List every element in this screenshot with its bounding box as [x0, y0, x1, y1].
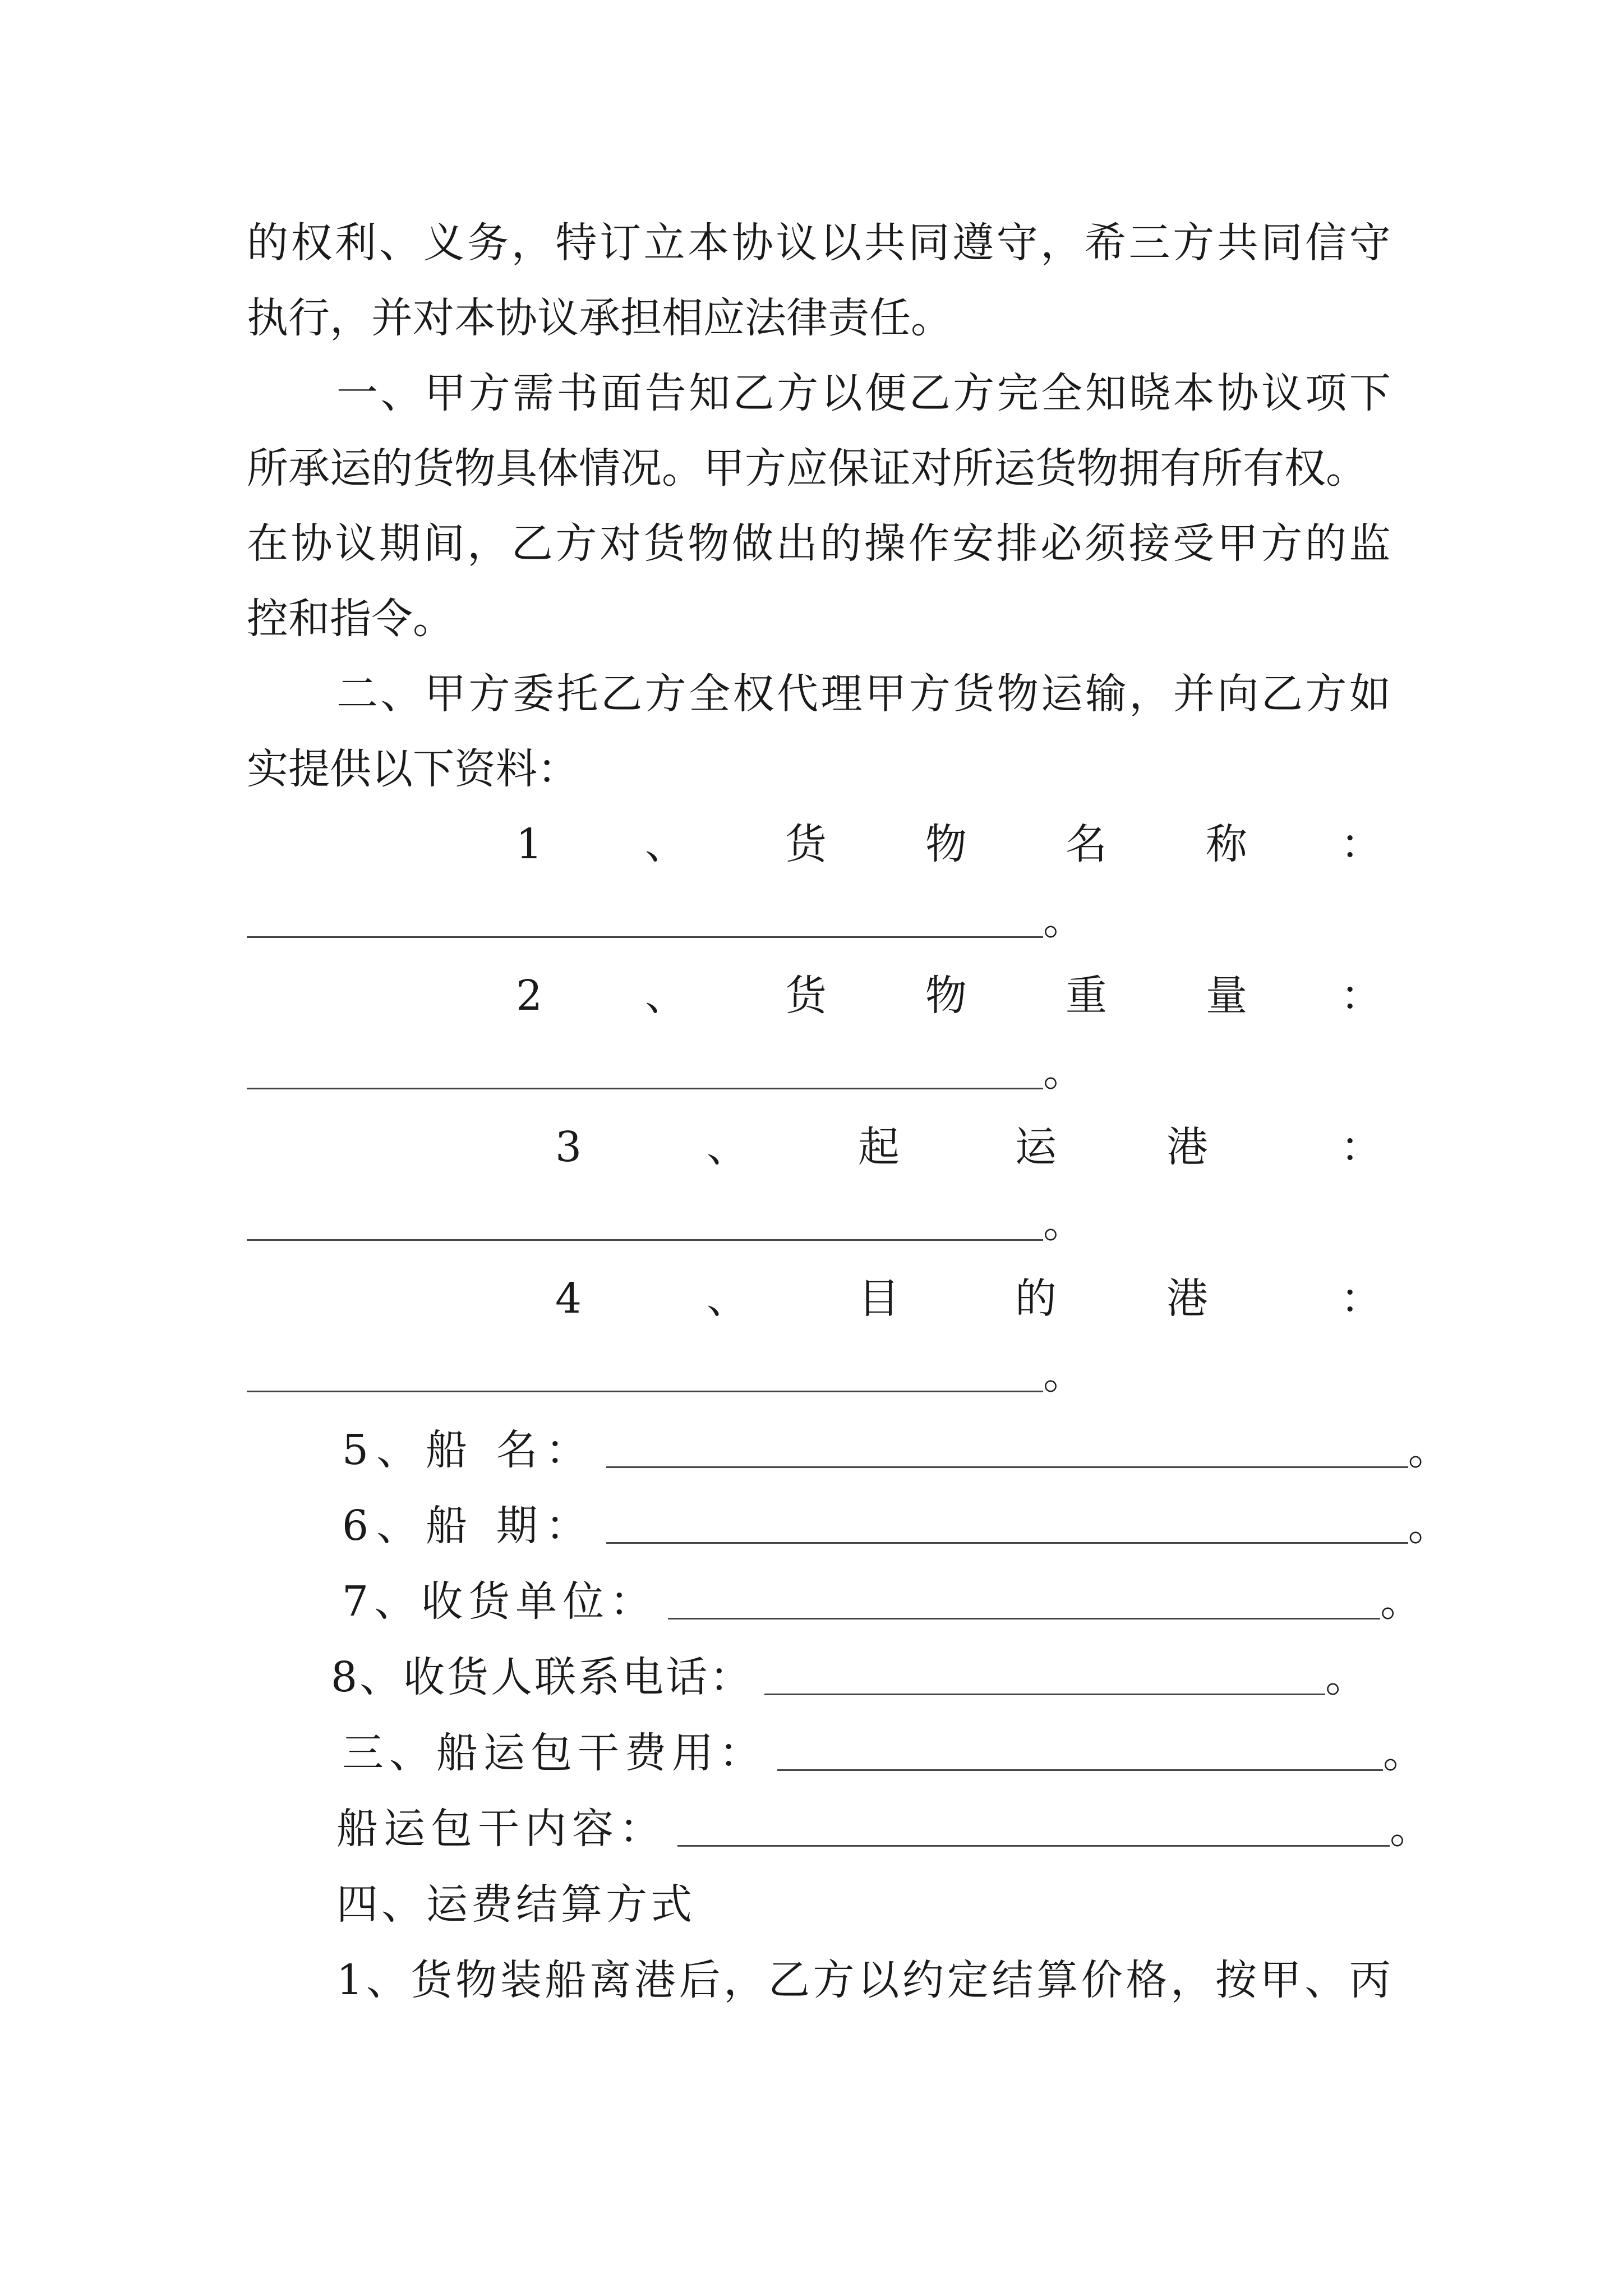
text-char: 1	[336, 1956, 363, 2004]
text-char: ，	[511, 219, 553, 267]
text-char: 方	[813, 1956, 855, 2004]
text-char: 的	[820, 519, 862, 568]
label-char: 货	[785, 820, 827, 868]
text-char: 以	[857, 1956, 900, 2004]
label-char: 1	[516, 820, 543, 868]
field-destination-port-label	[555, 1272, 1382, 1326]
text-char: 在	[247, 519, 288, 568]
label-char: 、	[645, 972, 686, 1020]
label-char: 4	[555, 1274, 582, 1323]
clause-1-line-2: 所承运的货物具体情况。甲方应保证对所运货物拥有所有权。	[247, 444, 1367, 493]
cargo-weight-blank[interactable]	[247, 1048, 1043, 1089]
text-char: ，	[467, 519, 509, 568]
consignee-blank[interactable]	[668, 1579, 1380, 1619]
text-char: 同	[1261, 219, 1303, 267]
text-char: 运	[1041, 670, 1083, 718]
clause-2-line-1	[336, 667, 1391, 721]
text-char: 乙	[909, 369, 951, 417]
field-destination-port-row	[247, 1347, 1085, 1401]
clause-1-line-4: 控和指令。	[247, 595, 454, 643]
text-char: 乙	[768, 1956, 810, 2004]
text-char: 物	[997, 670, 1039, 718]
para-rights-line-1	[247, 216, 1391, 270]
text-char: 权	[291, 219, 333, 267]
label-char: 量	[1206, 972, 1247, 1020]
text-char: 乙	[1261, 670, 1303, 718]
period: 。	[1043, 1350, 1085, 1398]
text-char: 晓	[1129, 369, 1171, 417]
text-char: 本	[688, 219, 730, 267]
text-char: 完	[997, 369, 1039, 417]
text-char: 项	[1305, 369, 1347, 417]
text-char: 的	[247, 219, 288, 267]
text-char: 装	[500, 1956, 542, 2004]
text-char: 离	[589, 1956, 631, 2004]
consignee-phone-label: 8、收货人联系电话：	[331, 1653, 754, 1701]
text-char: 物	[455, 1956, 497, 2004]
cargo-name-blank[interactable]	[247, 897, 1043, 938]
section-4-title: 四、运费结算方式	[336, 1880, 695, 1929]
ship-date-label: 6、船 期：	[342, 1502, 595, 1550]
text-char: 货	[953, 670, 995, 718]
label-char: 、	[707, 1274, 748, 1323]
text-char: 乙	[511, 519, 553, 568]
text-char: 操	[864, 519, 906, 568]
text-char: 以	[820, 369, 863, 417]
text-char: 港	[634, 1956, 676, 2004]
text-char: 期	[379, 519, 421, 568]
text-char: 按	[1215, 1956, 1257, 2004]
text-char: ，	[1129, 670, 1171, 718]
label-char: 的	[1015, 1274, 1057, 1323]
text-char: 价	[1081, 1956, 1123, 2004]
text-char: 方	[468, 670, 510, 718]
text-char: 托	[556, 670, 598, 718]
text-char: 对	[600, 519, 641, 568]
field-cargo-name-label	[516, 817, 1382, 871]
text-char: 下	[1349, 369, 1391, 417]
text-char: 二	[336, 670, 378, 718]
text-char: 方	[909, 670, 951, 718]
field-lump-content-row	[336, 1802, 1431, 1856]
text-char: 须	[1084, 519, 1126, 568]
text-char: 特	[555, 219, 597, 267]
label-char: ：	[1340, 1274, 1382, 1323]
lump-fee-label: 三、船运包干费用：	[342, 1729, 766, 1777]
text-char: 订	[600, 219, 641, 267]
text-char: 协	[731, 219, 773, 267]
destination-port-blank[interactable]	[247, 1351, 1043, 1392]
text-char: 方	[1173, 219, 1215, 267]
lump-fee-blank[interactable]	[777, 1730, 1383, 1771]
field-origin-port-row	[247, 1196, 1085, 1250]
text-char: 作	[908, 519, 950, 568]
text-char: 物	[688, 519, 730, 568]
period: 。	[1043, 1199, 1085, 1247]
text-char: 向	[1217, 670, 1259, 718]
period: 。	[1380, 1577, 1422, 1626]
text-char: 方	[1261, 519, 1303, 568]
text-char: 信	[1305, 219, 1347, 267]
text-char: 理	[820, 670, 863, 718]
text-char: 定	[947, 1956, 989, 2004]
label-char: 、	[645, 820, 686, 868]
text-char: 议	[776, 219, 818, 267]
period: 。	[1043, 1047, 1085, 1096]
label-char: ：	[1340, 820, 1382, 868]
label-char: 运	[1015, 1123, 1057, 1171]
text-char: 乙	[601, 670, 643, 718]
text-char: 立	[643, 219, 685, 267]
period: 。	[1043, 896, 1085, 944]
text-char: 以	[820, 219, 862, 267]
text-char: ，	[1170, 1956, 1212, 2004]
text-char: 货	[411, 1956, 453, 2004]
text-char: 甲	[865, 670, 907, 718]
field-origin-port-label	[555, 1120, 1382, 1174]
label-char: ：	[1340, 1123, 1382, 1171]
text-char: 义	[423, 219, 465, 267]
text-char: 甲	[425, 670, 467, 718]
label-char: 2	[516, 972, 543, 1020]
lump-content-blank[interactable]	[677, 1806, 1390, 1847]
text-char: 同	[908, 219, 950, 267]
text-char: 、	[366, 1956, 408, 2004]
text-char: 出	[776, 519, 818, 568]
period: 。	[1408, 1426, 1450, 1474]
field-cargo-weight-row	[247, 1045, 1085, 1098]
consignee-label: 7、收货单位：	[342, 1577, 657, 1626]
text-char: 协	[1217, 369, 1259, 417]
label-char: 、	[707, 1123, 748, 1171]
text-char: 方	[777, 369, 819, 417]
label-char: 起	[858, 1123, 900, 1171]
text-char: 告	[644, 369, 686, 417]
text-char: 输	[1085, 670, 1127, 718]
label-char: 物	[925, 972, 967, 1020]
text-char: 委	[513, 670, 555, 718]
text-char: 方	[953, 369, 995, 417]
text-char: 算	[1036, 1956, 1078, 2004]
label-char: 目	[858, 1274, 900, 1323]
text-char: 代	[777, 670, 819, 718]
field-lump-fee-row	[342, 1726, 1424, 1780]
text-char: 、	[1304, 1956, 1347, 2004]
text-char: 乙	[732, 369, 774, 417]
period: 。	[1325, 1653, 1367, 1701]
text-char: 甲	[1260, 1956, 1302, 2004]
label-char: 重	[1066, 972, 1107, 1020]
text-char: 安	[952, 519, 994, 568]
origin-port-blank[interactable]	[247, 1200, 1043, 1241]
text-char: ，	[1040, 219, 1082, 267]
text-char: 本	[1173, 369, 1215, 417]
text-char: 监	[1349, 519, 1391, 568]
text-char: 方	[555, 519, 597, 568]
label-char: 港	[1166, 1274, 1208, 1323]
text-char: 利	[335, 219, 377, 267]
text-char: 需	[513, 369, 555, 417]
text-char: 船	[545, 1956, 587, 2004]
text-char: 方	[644, 670, 686, 718]
label-char: 名	[1066, 820, 1107, 868]
text-char: 、	[380, 670, 422, 718]
para-rights-line-2: 执行，并对本协议承担相应法律责任。	[247, 294, 952, 342]
text-char: 方	[1305, 670, 1347, 718]
text-char: 全	[689, 670, 731, 718]
label-char: 称	[1206, 820, 1247, 868]
text-char: 知	[689, 369, 731, 417]
label-char: 货	[785, 972, 827, 1020]
text-char: 守	[1349, 219, 1391, 267]
text-char: 如	[1349, 670, 1391, 718]
text-char: 知	[1085, 369, 1127, 417]
text-char: 丙	[1349, 1956, 1391, 2004]
text-char: 格	[1126, 1956, 1168, 2004]
text-char: 议	[335, 519, 377, 568]
text-char: 必	[1040, 519, 1082, 568]
text-char: 结	[992, 1956, 1034, 2004]
field-consignee-phone-row	[331, 1650, 1367, 1704]
text-char: 间	[423, 519, 465, 568]
text-char: 排	[996, 519, 1038, 568]
text-char: 、	[380, 369, 422, 417]
text-char: 共	[864, 219, 906, 267]
ship-date-blank[interactable]	[606, 1503, 1408, 1544]
label-char: 港	[1166, 1123, 1208, 1171]
clause-1-line-1	[336, 366, 1391, 420]
section-4-item-1	[336, 1953, 1391, 2007]
text-char: 甲	[425, 369, 467, 417]
text-char: 权	[732, 670, 774, 718]
text-char: 希	[1084, 219, 1126, 267]
text-char: 面	[601, 369, 643, 417]
text-char: ，	[723, 1956, 766, 2004]
label-char: ：	[1340, 972, 1382, 1020]
text-char: 共	[1216, 219, 1258, 267]
text-char: 协	[291, 519, 333, 568]
text-char: 做	[731, 519, 773, 568]
text-char: 后	[679, 1956, 721, 2004]
field-cargo-name-row	[247, 893, 1085, 947]
ship-name-label: 5、船 名：	[342, 1426, 595, 1474]
consignee-phone-blank[interactable]	[764, 1654, 1325, 1695]
text-char: 并	[1173, 670, 1215, 718]
field-ship-name-row	[342, 1423, 1450, 1477]
text-char: 货	[643, 519, 685, 568]
period: 。	[1383, 1729, 1424, 1777]
lump-content-label: 船运包干内容：	[336, 1805, 666, 1853]
field-cargo-weight-label	[516, 969, 1382, 1023]
text-char: 约	[902, 1956, 944, 2004]
period: 。	[1390, 1805, 1431, 1853]
text-char: 接	[1128, 519, 1170, 568]
field-consignee-row	[342, 1575, 1422, 1628]
label-char: 物	[925, 820, 967, 868]
text-char: 三	[1128, 219, 1170, 267]
clause-2-line-2: 实提供以下资料：	[247, 745, 579, 793]
clause-1-line-3	[247, 517, 1391, 570]
text-char: 的	[1305, 519, 1347, 568]
text-char: 遵	[952, 219, 994, 267]
ship-name-blank[interactable]	[606, 1427, 1408, 1468]
text-char: 受	[1173, 519, 1215, 568]
text-char: 守	[996, 219, 1038, 267]
text-char: 书	[556, 369, 598, 417]
period: 。	[1408, 1502, 1450, 1550]
text-char: 、	[379, 219, 421, 267]
text-char: 议	[1261, 369, 1303, 417]
label-char: 3	[555, 1123, 582, 1171]
field-ship-date-row	[342, 1499, 1450, 1553]
text-char: 务	[467, 219, 509, 267]
text-char: 甲	[1216, 519, 1258, 568]
text-char: 一	[336, 369, 378, 417]
text-char: 便	[865, 369, 907, 417]
text-char: 全	[1041, 369, 1083, 417]
text-char: 方	[468, 369, 510, 417]
